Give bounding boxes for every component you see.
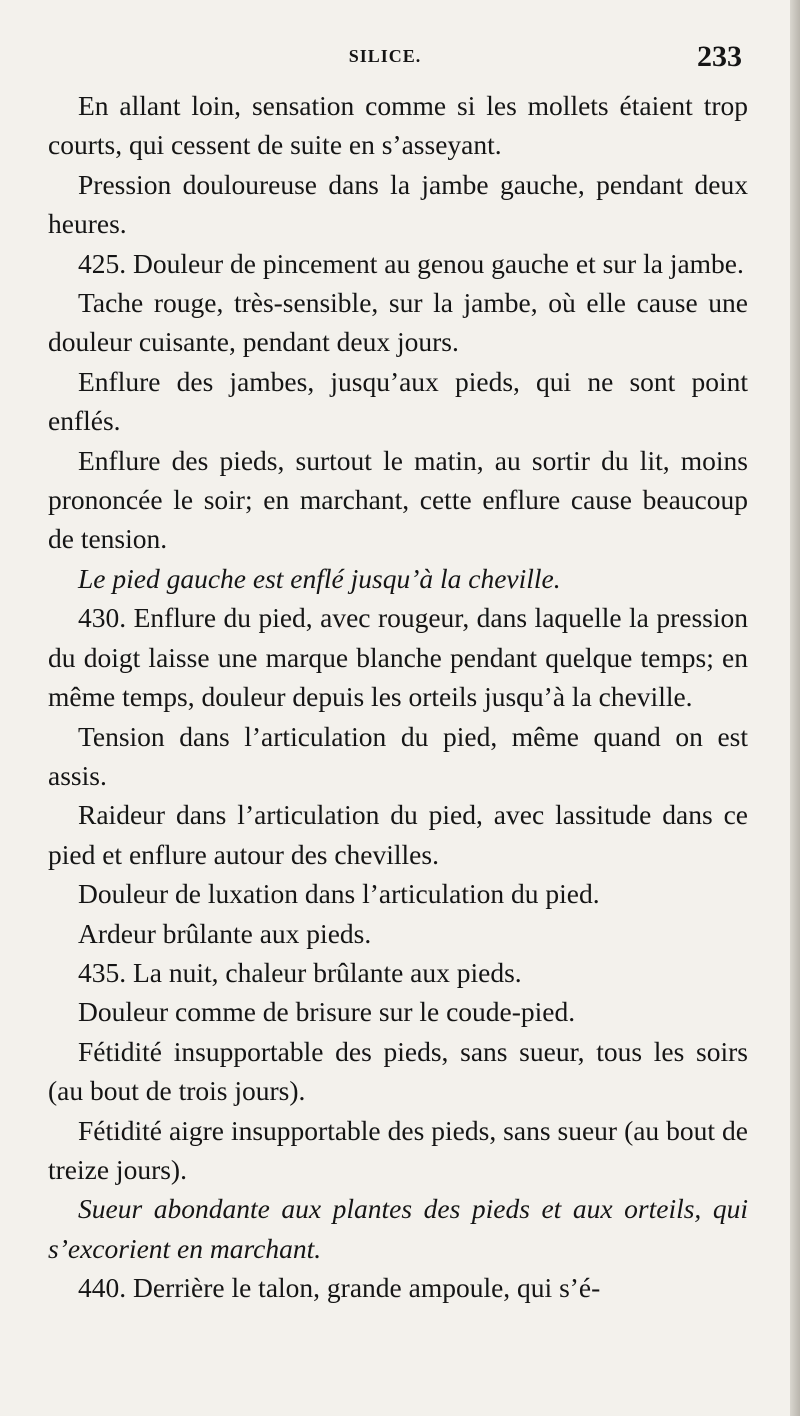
paragraph: 440. Derrière le talon, grande ampoule, qui s’é- [78,1272,601,1304]
paragraph: Tache rouge, très-sensible, sur la jambe, où elle cause une douleur cuisante, pendant deux jours. [48,287,748,358]
page-edge [790,0,800,1416]
paragraph: Douleur de luxation dans l’articulation du pied. [78,878,600,910]
running-head [0,40,800,80]
italic-paragraph: Sueur abondante aux plantes des pieds et aux orteils, qui s’excorient en marchant. [48,1193,748,1264]
body-text [48,86,748,1308]
paragraph: Enflure des jambes, jusqu’aux pieds, qui ne sont point enflés. [48,365,748,437]
paragraph: Douleur comme de brisure sur le coude-pied. [78,996,576,1028]
paragraph: En allant loin, sensation comme si les mollets étaient trop courts, qui cessent de suite en s’asseyant. [48,90,748,161]
paragraph: Fétidité insupportable des pieds, sans sueur, tous les soirs (au bout de trois jours). [48,1035,748,1107]
page-number: 233 [697,40,742,73]
paragraph: 425. Douleur de pincement au genou gauche et sur la jambe. [78,247,744,279]
running-title: SILICE. [348,46,422,66]
paragraph: Fétidité aigre insupportable des pieds, sans sueur (au bout de treize jours). [48,1114,748,1185]
paragraph: Tension dans l’articulation du pied, même quand on est assis. [48,720,748,791]
paragraph: Ardeur brûlante aux pieds. [78,917,372,949]
paragraph: Raideur dans l’articulation du pied, avec lassitude dans ce pied et enflure autour des chevilles. [48,799,748,870]
paragraph: Enflure des pieds, surtout le matin, au sortir du lit, moins prononcée le soir; en marchant, cette enflure cause beaucoup de tension. [48,444,748,555]
paragraph: Pression douloureuse dans la jambe gauche, pendant deux heures. [48,168,748,240]
paragraph: 435. La nuit, chaleur brûlante aux pieds. [78,956,522,988]
paragraph: 430. Enflure du pied, avec rougeur, dans laquelle la pression du doigt laisse une marque blanche pendant quelque temps; en même temps, douleur depuis les orteils jusqu’à la cheville. [48,602,748,713]
italic-paragraph: Le pied gauche est enflé jusqu’à la cheville. [78,562,561,594]
